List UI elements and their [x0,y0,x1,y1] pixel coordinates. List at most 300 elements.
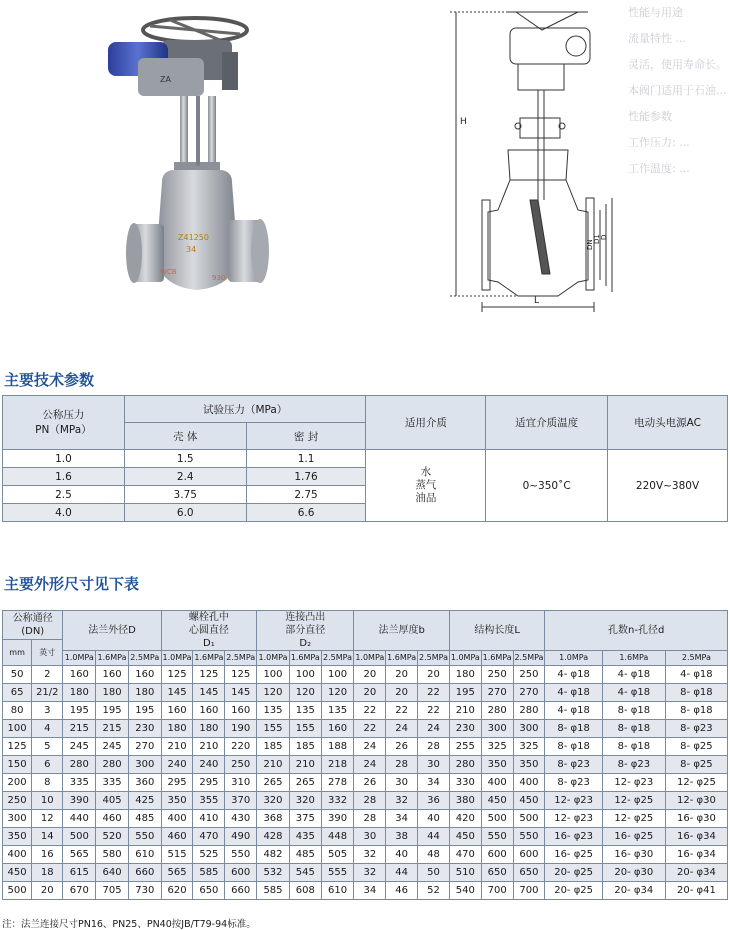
table-cell: 20- φ25 [545,864,602,882]
table-cell: 350 [513,756,545,774]
table-cell: 460 [96,810,129,828]
table-cell: 120 [257,684,290,702]
table-cell: 218 [321,756,354,774]
cell-medium: 水 蒸气 油品 [366,450,486,522]
table-cell: 16- φ25 [545,846,602,864]
cell-pn: 1.6 [3,468,125,486]
table-cell: 245 [96,738,129,756]
table-cell: 16- φ23 [545,828,602,846]
table-cell: 650 [481,864,513,882]
table-cell: 390 [321,810,354,828]
table-cell: 420 [449,810,481,828]
valve-mark-model: Z41250 [178,233,209,242]
table-cell: 200 [3,774,32,792]
table-cell: 180 [96,684,129,702]
table-cell: 8- φ18 [665,702,727,720]
ghost-line: 工作温度: ... [628,162,690,175]
table-cell: 22 [386,702,418,720]
table-cell: 12- φ25 [602,810,665,828]
table-cell: 660 [128,864,161,882]
header-seal: 密 封 [246,423,366,450]
pressure-subheader: 1.6MPa [289,651,321,666]
pressure-subheader: 1.0MPa [63,651,96,666]
cell-pn: 2.5 [3,486,125,504]
table-row [3,828,728,846]
table-cell: 660 [225,882,257,900]
table-cell: 50 [418,864,450,882]
table-cell: 4 [32,720,63,738]
header-mm: mm [3,640,32,666]
svg-text:ZA: ZA [160,75,171,84]
table-cell: 4- φ18 [545,702,602,720]
table-cell: 3 [32,702,63,720]
valve-mark-size: 34 [186,245,197,254]
table-cell: 26 [354,774,386,792]
table-cell: 265 [257,774,290,792]
table-cell: 20- φ25 [545,882,602,900]
table-cell: 280 [513,702,545,720]
pressure-subheader: 1.6MPa [386,651,418,666]
table-cell: 28 [354,792,386,810]
table-cell: 215 [63,720,96,738]
table-cell: 585 [193,864,225,882]
table-cell: 325 [513,738,545,756]
table-cell: 100 [3,720,32,738]
table-cell: 240 [193,756,225,774]
table-cell: 255 [449,738,481,756]
table-cell: 48 [418,846,450,864]
pressure-subheader: 1.0MPa [545,651,602,666]
table-cell: 12- φ23 [602,774,665,792]
drawing-label-d: D [600,234,608,240]
cell-seal: 1.1 [246,450,366,468]
header-holes: 孔数n-孔径d [545,611,728,651]
table-row [3,864,728,882]
table-cell: 20 [32,882,63,900]
table-cell: 380 [449,792,481,810]
table-cell: 125 [225,666,257,684]
table-cell: 28 [386,756,418,774]
table-cell: 490 [225,828,257,846]
table-cell: 482 [257,846,290,864]
cell-temperature: 0~350˚C [486,450,608,522]
tech-params-table [2,395,728,522]
table-cell: 20 [354,684,386,702]
drawing-label-d1: D1 [593,234,601,244]
table-cell: 30 [386,774,418,792]
table-cell: 400 [481,774,513,792]
table-cell: 80 [3,702,32,720]
table-cell: 210 [289,756,321,774]
table-cell: 150 [3,756,32,774]
table-cell: 335 [96,774,129,792]
table-cell: 16 [32,846,63,864]
table-cell: 280 [481,702,513,720]
table-cell: 555 [321,864,354,882]
table-cell: 21/2 [32,684,63,702]
table-cell: 330 [449,774,481,792]
table-cell: 355 [193,792,225,810]
pressure-subheader: 1.6MPa [602,651,665,666]
table-cell: 250 [3,792,32,810]
table-cell: 32 [354,864,386,882]
cell-pn: 1.0 [3,450,125,468]
table-cell: 180 [161,720,193,738]
table-cell: 278 [321,774,354,792]
table-cell: 160 [128,666,161,684]
cell-shell: 1.5 [124,450,246,468]
table-cell: 350 [161,792,193,810]
table-cell: 160 [96,666,129,684]
ghost-line: 灵活，使用寿命长。 [628,58,727,71]
table-cell: 610 [128,846,161,864]
table-cell: 295 [193,774,225,792]
table-cell: 160 [193,702,225,720]
dimensions-table [2,610,728,900]
table-cell: 400 [3,846,32,864]
valve-drawing-illustration [438,0,618,330]
table-cell: 135 [321,702,354,720]
table-cell: 370 [225,792,257,810]
table-cell: 100 [321,666,354,684]
table-cell: 240 [161,756,193,774]
section-title-tech-params: 主要技术参数 [4,371,95,389]
table-cell: 8- φ23 [545,756,602,774]
header-test-pressure: 试验压力（MPa） [124,396,366,423]
header-flange-diameter: 法兰外径D [63,611,161,651]
table-cell: 650 [513,864,545,882]
table-row [3,720,728,738]
header-inch: 英寸 [32,640,63,666]
header-shell: 壳 体 [124,423,246,450]
table-cell: 195 [63,702,96,720]
table-row [3,756,728,774]
table-cell: 610 [321,882,354,900]
table-cell: 160 [321,720,354,738]
table-cell: 410 [193,810,225,828]
cell-shell: 6.0 [124,504,246,522]
table-cell: 30 [418,756,450,774]
table-row [3,702,728,720]
table-cell: 265 [289,774,321,792]
table-cell: 270 [513,684,545,702]
table-cell: 8- φ25 [665,738,727,756]
table-cell: 400 [161,810,193,828]
table-cell: 470 [193,828,225,846]
ghost-line: 流量特性 ... [628,32,686,45]
table-cell: 350 [3,828,32,846]
table-cell: 34 [386,810,418,828]
table-cell: 32 [386,792,418,810]
table-cell: 470 [449,846,481,864]
table-cell: 185 [257,738,290,756]
table-cell: 20 [418,666,450,684]
table-cell: 16- φ30 [602,846,665,864]
table-cell: 8- φ23 [665,720,727,738]
table-cell: 4- φ18 [602,666,665,684]
table-cell: 24 [354,738,386,756]
table-cell: 44 [386,864,418,882]
table-cell: 390 [63,792,96,810]
header-length: 结构长度L [449,611,544,651]
table-cell: 14 [32,828,63,846]
bleed-through-text [628,0,730,330]
table-cell: 20 [386,666,418,684]
table-cell: 270 [128,738,161,756]
table-row [3,846,728,864]
table-cell: 20- φ30 [602,864,665,882]
table-cell: 65 [3,684,32,702]
header-medium: 适用介质 [366,396,486,450]
table-row [3,774,728,792]
table-cell: 220 [225,738,257,756]
table-cell: 8 [32,774,63,792]
table-cell: 335 [63,774,96,792]
section-title-dimensions: 主要外形尺寸见下表 [4,575,140,593]
table-cell: 615 [63,864,96,882]
table-cell: 4- φ18 [545,684,602,702]
table-cell: 600 [481,846,513,864]
table-cell: 180 [128,684,161,702]
table-cell: 300 [3,810,32,828]
pressure-subheader: 1.0MPa [257,651,290,666]
table-cell: 44 [418,828,450,846]
table-cell: 295 [161,774,193,792]
table-cell: 210 [161,738,193,756]
table-cell: 500 [3,882,32,900]
table-cell: 450 [3,864,32,882]
table-cell: 6 [32,756,63,774]
table-cell: 125 [3,738,32,756]
pressure-subheader-row [3,651,728,666]
table-cell: 540 [449,882,481,900]
table-cell: 195 [128,702,161,720]
table-cell: 310 [225,774,257,792]
table-cell: 425 [128,792,161,810]
table-cell: 700 [481,882,513,900]
table-cell: 430 [225,810,257,828]
table-cell: 20- φ41 [665,882,727,900]
table-cell: 245 [63,738,96,756]
table-cell: 620 [161,882,193,900]
table-cell: 2 [32,666,63,684]
header-temperature: 适宜介质温度 [486,396,608,450]
table-cell: 26 [386,738,418,756]
table-cell: 505 [321,846,354,864]
header-bolt-circle: 螺栓孔中 心圆直径 D₁ [161,611,256,651]
table-cell: 8- φ18 [545,720,602,738]
table-cell: 332 [321,792,354,810]
table-cell: 8- φ23 [602,756,665,774]
table-cell: 120 [321,684,354,702]
pressure-subheader: 1.0MPa [449,651,481,666]
table-cell: 32 [354,846,386,864]
table-cell: 300 [481,720,513,738]
table-cell: 532 [257,864,290,882]
table-cell: 34 [418,774,450,792]
table-cell: 40 [386,846,418,864]
table-cell: 375 [289,810,321,828]
table-cell: 300 [128,756,161,774]
table-cell: 16- φ30 [665,810,727,828]
table-cell: 34 [354,882,386,900]
table-cell: 500 [513,810,545,828]
header-nominal-pressure: 公称压力 PN（MPa） [3,396,125,450]
header-dn: 公称通径 (DN) [3,611,63,640]
table-cell: 230 [128,720,161,738]
ghost-line: 本阀门适用于石油... [628,84,727,97]
table-cell: 4- φ18 [545,666,602,684]
table-cell: 12- φ23 [545,792,602,810]
table-cell: 145 [225,684,257,702]
table-cell: 450 [481,792,513,810]
table-cell: 520 [96,828,129,846]
table-cell: 180 [63,684,96,702]
table-cell: 20 [354,666,386,684]
pressure-subheader: 1.6MPa [96,651,129,666]
table-cell: 250 [513,666,545,684]
table-cell: 550 [481,828,513,846]
table-cell: 210 [449,702,481,720]
table-cell: 280 [63,756,96,774]
table-cell: 545 [289,864,321,882]
table-cell: 550 [128,828,161,846]
valve-drawing [438,0,618,330]
ghost-line: 性能与用途 [628,6,683,19]
valve-photo-illustration [100,12,290,312]
table-cell: 585 [257,882,290,900]
cell-power: 220V~380V [608,450,728,522]
table-cell: 100 [257,666,290,684]
table-cell: 485 [289,846,321,864]
table-cell: 12- φ25 [665,774,727,792]
table-row [3,882,728,900]
table-cell: 215 [96,720,129,738]
table-cell: 280 [449,756,481,774]
pressure-subheader: 1.0MPa [161,651,193,666]
table-cell: 705 [96,882,129,900]
table-cell: 50 [3,666,32,684]
table-cell: 40 [418,810,450,828]
table-cell: 270 [481,684,513,702]
cell-seal: 2.75 [246,486,366,504]
pressure-subheader: 1.0MPa [354,651,386,666]
table-cell: 155 [257,720,290,738]
table-cell: 188 [321,738,354,756]
table-cell: 600 [225,864,257,882]
table-cell: 300 [513,720,545,738]
table-cell: 8- φ23 [545,774,602,792]
table-cell: 145 [161,684,193,702]
ghost-line: 性能参数 [628,110,672,123]
table-cell: 700 [513,882,545,900]
table-cell: 440 [63,810,96,828]
pressure-subheader: 2.5MPa [321,651,354,666]
drawing-label-h: H [460,117,467,127]
table-cell: 8- φ25 [665,756,727,774]
table-row [3,450,728,468]
table-cell: 125 [193,666,225,684]
table-cell: 550 [225,846,257,864]
ghost-line: 工作压力: ... [628,136,690,149]
table-cell: 195 [96,702,129,720]
table-cell: 320 [257,792,290,810]
table-cell: 250 [225,756,257,774]
table-cell: 435 [289,828,321,846]
valve-mark-material: WCB [160,268,177,276]
table-cell: 24 [418,720,450,738]
table-cell: 608 [289,882,321,900]
table-cell: 52 [418,882,450,900]
table-cell: 4- φ18 [665,666,727,684]
footnote: 注：法兰连接尺寸PN16、PN25、PN40按JB/T79-94标准。 [2,919,256,930]
table-cell: 125 [161,666,193,684]
table-cell: 20- φ34 [665,864,727,882]
table-cell: 8- φ18 [602,738,665,756]
table-row [3,810,728,828]
table-cell: 155 [289,720,321,738]
table-cell: 145 [193,684,225,702]
table-cell: 565 [63,846,96,864]
table-cell: 22 [418,702,450,720]
table-cell: 320 [289,792,321,810]
table-cell: 550 [513,828,545,846]
table-row [3,666,728,684]
table-cell: 640 [96,864,129,882]
table-cell: 730 [128,882,161,900]
pressure-subheader: 1.6MPa [193,651,225,666]
table-cell: 405 [96,792,129,810]
table-cell: 18 [32,864,63,882]
table-cell: 28 [418,738,450,756]
valve-mark-dn: 930 [212,274,226,282]
table-cell: 12 [32,810,63,828]
cell-shell: 2.4 [124,468,246,486]
table-row [3,792,728,810]
table-cell: 350 [481,756,513,774]
table-cell: 160 [161,702,193,720]
table-cell: 100 [289,666,321,684]
valve-photo [100,12,290,312]
table-cell: 368 [257,810,290,828]
cell-pn: 4.0 [3,504,125,522]
table-cell: 16- φ34 [665,828,727,846]
table-cell: 448 [321,828,354,846]
table-cell: 16- φ25 [602,828,665,846]
table-cell: 428 [257,828,290,846]
table-cell: 120 [289,684,321,702]
table-cell: 28 [354,810,386,828]
table-cell: 600 [513,846,545,864]
pressure-subheader: 1.6MPa [481,651,513,666]
table-cell: 210 [193,738,225,756]
table-cell: 16- φ34 [665,846,727,864]
table-cell: 12- φ23 [545,810,602,828]
table-cell: 180 [193,720,225,738]
table-cell: 135 [257,702,290,720]
table-cell: 8- φ18 [602,702,665,720]
table-cell: 160 [63,666,96,684]
table-cell: 10 [32,792,63,810]
table-cell: 30 [354,828,386,846]
pressure-subheader: 2.5MPa [418,651,450,666]
table-cell: 450 [513,792,545,810]
table-cell: 12- φ30 [665,792,727,810]
table-cell: 4- φ18 [602,684,665,702]
table-cell: 38 [386,828,418,846]
table-cell: 46 [386,882,418,900]
table-cell: 20- φ34 [602,882,665,900]
